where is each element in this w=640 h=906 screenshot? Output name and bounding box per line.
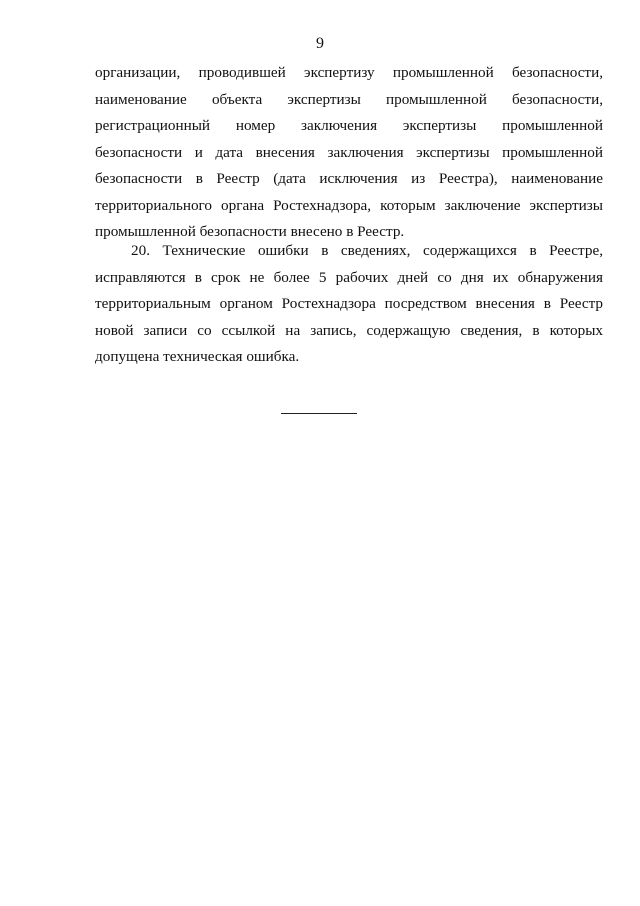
text-line: безопасности и дата внесения заключения экспертизы промышленной	[95, 143, 603, 161]
text-line: безопасности в Реестр (дата исключения из Реестра), наименование	[95, 170, 603, 187]
text-line: допущена техническая ошибка.	[95, 348, 300, 365]
text-line: территориального органа Ростехнадзора, которым заключение экспертизы	[95, 196, 603, 214]
text-line: наименование объекта экспертизы промышленной безопасности,	[95, 90, 603, 108]
text-line: территориальным органом Ростехнадзора посредством внесения в Реестр	[95, 295, 603, 312]
page-number: 9	[316, 35, 324, 52]
text-line: промышленной безопасности внесено в Реестр.	[95, 223, 405, 240]
paragraph-20	[95, 238, 603, 371]
text-line: организации, проводившей экспертизу промышленной безопасности,	[95, 64, 603, 81]
paragraph-first-line: 20. Технические ошибки в сведениях, содержащихся в Реестре,	[131, 242, 603, 259]
closing-rule	[281, 413, 357, 414]
text-line: исправляются в срок не более 5 рабочих дней со дня их обнаружения	[95, 268, 603, 286]
text-line: новой записи со ссылкой на запись, содержащую сведения, в которых	[95, 321, 603, 339]
text-line: регистрационный номер заключения экспертизы промышленной	[95, 117, 603, 134]
continued-paragraph	[95, 60, 603, 246]
